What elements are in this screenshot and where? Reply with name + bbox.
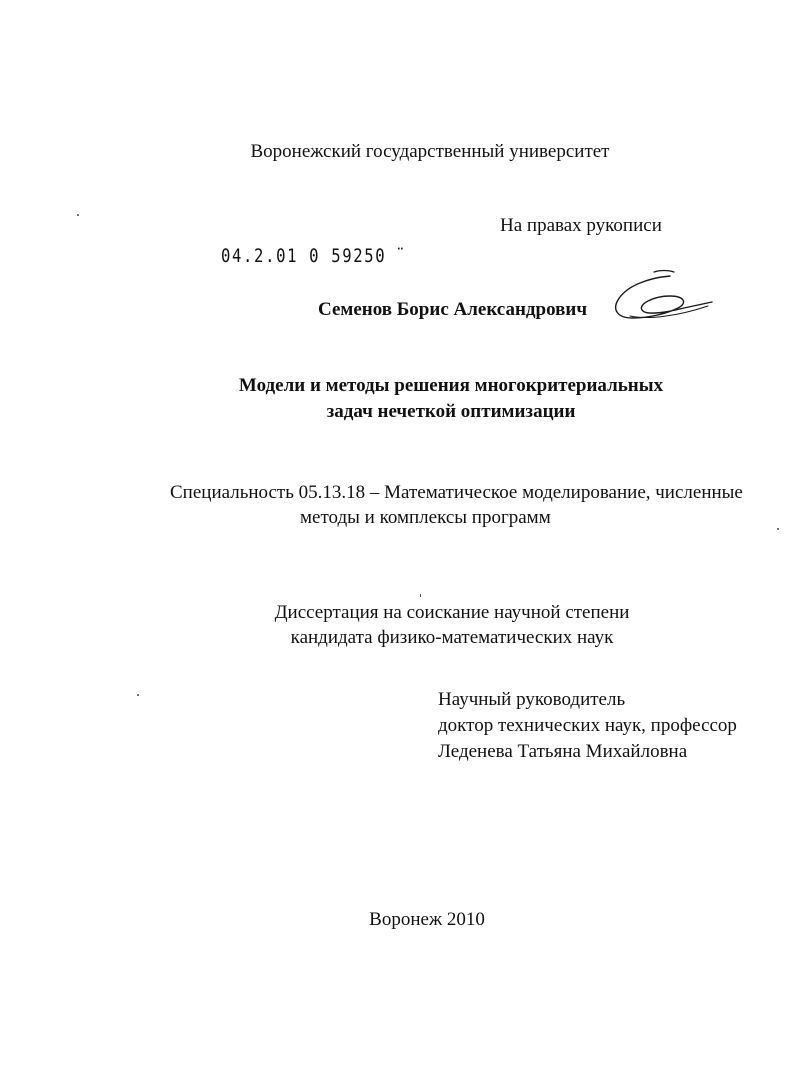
author-name: Семенов Борис Александрович — [318, 299, 588, 320]
scan-speck — [137, 694, 139, 696]
university-name: Воронежский государственный университет — [250, 141, 610, 162]
registration-number: 04.2.01 0 59250 ̈ — [221, 245, 398, 267]
city-year: Воронеж 2010 — [369, 909, 485, 930]
manuscript-note: На правах рукописи — [500, 215, 662, 236]
advisor-name: Леденева Татьяна Михайловна — [438, 741, 688, 762]
degree-line-1: Диссертация на соискание научной степени — [274, 602, 630, 623]
scan-speck — [420, 594, 421, 597]
speciality-line-2: методы и комплексы программ — [300, 507, 551, 528]
scan-speck — [77, 214, 79, 216]
advisor-degree: доктор технических наук, профессор — [438, 715, 737, 736]
scan-speck — [777, 528, 779, 530]
dissertation-title-line-2: задач нечеткой оптимизации — [326, 401, 576, 422]
speciality-line-1: Специальность 05.13.18 – Математическое моделирование, численные — [170, 482, 743, 503]
dissertation-title-line-1: Модели и методы решения многокритериальных — [238, 375, 664, 396]
degree-line-2: кандидата физико-математических наук — [290, 627, 614, 648]
advisor-role: Научный руководитель — [438, 689, 626, 710]
author-signature — [608, 266, 718, 330]
